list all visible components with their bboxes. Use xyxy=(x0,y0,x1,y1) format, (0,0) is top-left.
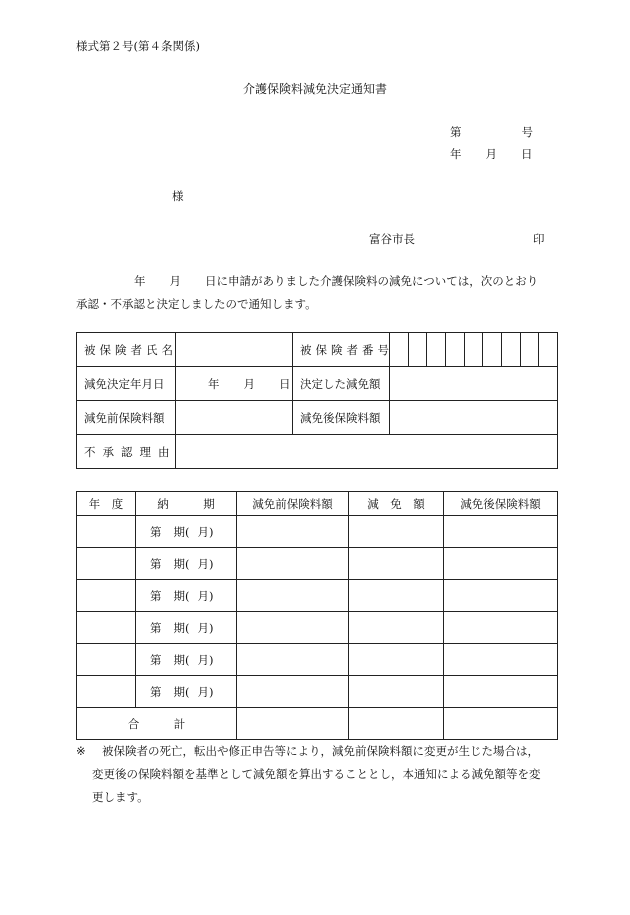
decision-month: 月 xyxy=(243,376,255,391)
insured-number-digit-box[interactable] xyxy=(426,333,445,366)
insured-number-digits xyxy=(390,333,557,366)
insured-number-digit-box[interactable] xyxy=(408,333,427,366)
insured-number-digit-box[interactable] xyxy=(464,333,483,366)
fiscal-year-cell[interactable] xyxy=(77,580,136,612)
footnote xyxy=(76,740,558,809)
after-amount-field[interactable] xyxy=(390,401,558,435)
header-due-period: 納 期 xyxy=(136,492,237,516)
due-period-cell[interactable] xyxy=(136,516,237,548)
ki-text: 期( xyxy=(173,620,190,635)
decided-amount-label: 決定した減免額 xyxy=(293,367,390,401)
period-row xyxy=(77,548,558,580)
period-row xyxy=(77,644,558,676)
insured-number-digit-box[interactable] xyxy=(538,333,557,366)
insured-number-digit-box[interactable] xyxy=(482,333,501,366)
ki-text: 期( xyxy=(173,588,190,603)
total-before-cell[interactable] xyxy=(237,708,349,740)
month-label: 月 xyxy=(485,147,497,161)
insured-info-table xyxy=(76,332,558,469)
fiscal-year-cell[interactable] xyxy=(77,548,136,580)
ki-text: 期( xyxy=(173,684,190,699)
form-number: 様式第２号(第４条関係) xyxy=(76,39,200,53)
ki-text: 期( xyxy=(173,524,190,539)
go-label: 号 xyxy=(521,125,533,139)
due-period-cell[interactable] xyxy=(136,580,237,612)
dai-text: 第 xyxy=(150,556,162,571)
before-amount-cell[interactable] xyxy=(237,644,349,676)
insured-number-label: 被保険者番号 xyxy=(293,333,390,367)
note-line2: 変更後の保険料額を基準として減免額を算出することとし，本通知による減免額等を変 xyxy=(92,767,541,781)
fiscal-year-cell[interactable] xyxy=(77,516,136,548)
decision-date-field[interactable] xyxy=(176,367,293,401)
dai-text: 第 xyxy=(150,620,162,635)
before-amount-cell[interactable] xyxy=(237,612,349,644)
after-amount-cell[interactable] xyxy=(444,612,558,644)
fiscal-year-cell[interactable] xyxy=(77,644,136,676)
ki-text: 期( xyxy=(173,556,190,571)
before-amount-label: 減免前保険料額 xyxy=(77,401,176,435)
seal-mark: 印 xyxy=(533,232,545,246)
insured-number-digit-box[interactable] xyxy=(445,333,464,366)
reduction-amount-cell[interactable] xyxy=(349,676,444,708)
before-amount-cell[interactable] xyxy=(237,516,349,548)
reduction-amount-cell[interactable] xyxy=(349,516,444,548)
after-amount-cell[interactable] xyxy=(444,676,558,708)
body-line1-rest: 日に申請がありました介護保険料の減免については，次のとおり xyxy=(205,274,539,288)
period-table xyxy=(76,491,558,740)
fiscal-year-cell[interactable] xyxy=(77,612,136,644)
insured-number-digit-box[interactable] xyxy=(501,333,520,366)
due-period-cell[interactable] xyxy=(136,548,237,580)
dai-text: 第 xyxy=(150,524,162,539)
notice-date-line xyxy=(450,146,533,162)
decided-amount-field[interactable] xyxy=(390,367,558,401)
total-label: 合 計 xyxy=(77,708,237,740)
tsuki-text: 月) xyxy=(197,652,214,667)
after-amount-cell[interactable] xyxy=(444,644,558,676)
after-amount-cell[interactable] xyxy=(444,548,558,580)
header-before-amount: 減免前保険料額 xyxy=(237,492,349,516)
due-period-cell[interactable] xyxy=(136,644,237,676)
day-label: 日 xyxy=(521,147,533,161)
document-title: 介護保険料減免決定通知書 xyxy=(242,82,387,96)
insured-name-field[interactable] xyxy=(176,333,293,367)
header-reduction-amount: 減 免 額 xyxy=(349,492,444,516)
insured-number-digit-box[interactable] xyxy=(390,333,408,366)
total-reduction-cell[interactable] xyxy=(349,708,444,740)
reduction-amount-cell[interactable] xyxy=(349,580,444,612)
before-amount-cell[interactable] xyxy=(237,548,349,580)
after-amount-cell[interactable] xyxy=(444,516,558,548)
tsuki-text: 月) xyxy=(197,620,214,635)
body-month: 月 xyxy=(169,274,181,288)
before-amount-field[interactable] xyxy=(176,401,293,435)
tsuki-text: 月) xyxy=(197,684,214,699)
period-row xyxy=(77,676,558,708)
tsuki-text: 月) xyxy=(197,556,214,571)
after-amount-cell[interactable] xyxy=(444,580,558,612)
note-line3: 更します。 xyxy=(92,790,149,804)
note-mark: ※ xyxy=(76,744,86,758)
year-label: 年 xyxy=(450,147,462,161)
after-amount-label: 減免後保険料額 xyxy=(293,401,390,435)
tsuki-text: 月) xyxy=(197,524,214,539)
header-after-amount: 減免後保険料額 xyxy=(444,492,558,516)
insured-number-digit-box[interactable] xyxy=(520,333,539,366)
body-year: 年 xyxy=(134,274,146,288)
reduction-amount-cell[interactable] xyxy=(349,612,444,644)
decision-date-label: 減免決定年月日 xyxy=(77,367,176,401)
header-fiscal-year: 年 度 xyxy=(77,492,136,516)
dai-text: 第 xyxy=(150,684,162,699)
insured-number-field[interactable] xyxy=(390,333,558,367)
fiscal-year-cell[interactable] xyxy=(77,676,136,708)
due-period-cell[interactable] xyxy=(136,676,237,708)
period-row xyxy=(77,580,558,612)
notice-number-line xyxy=(450,124,533,140)
addressee-suffix: 様 xyxy=(172,189,184,203)
total-after-cell[interactable] xyxy=(444,708,558,740)
body-line2: 承認・不承認と決定しましたので通知します。 xyxy=(76,297,317,311)
due-period-cell[interactable] xyxy=(136,612,237,644)
ki-text: 期( xyxy=(173,652,190,667)
dai-text: 第 xyxy=(150,588,162,603)
issuer-name: 富谷市長 xyxy=(369,232,415,246)
before-amount-cell[interactable] xyxy=(237,580,349,612)
body-text xyxy=(76,270,558,316)
insured-name-label: 被保険者氏名 xyxy=(77,333,176,367)
dai-label: 第 xyxy=(450,125,462,139)
dai-text: 第 xyxy=(150,652,162,667)
reduction-amount-cell[interactable] xyxy=(349,644,444,676)
rejection-reason-field[interactable] xyxy=(176,435,558,469)
decision-year: 年 xyxy=(208,376,220,391)
decision-day: 日 xyxy=(279,376,291,391)
tsuki-text: 月) xyxy=(197,588,214,603)
period-row xyxy=(77,612,558,644)
reduction-amount-cell[interactable] xyxy=(349,548,444,580)
rejection-reason-label: 不承認理由 xyxy=(77,435,176,469)
period-row xyxy=(77,516,558,548)
before-amount-cell[interactable] xyxy=(237,676,349,708)
note-line1: 被保険者の死亡，転出や修正申告等により，減免前保険料額に変更が生じた場合は， xyxy=(102,744,539,758)
